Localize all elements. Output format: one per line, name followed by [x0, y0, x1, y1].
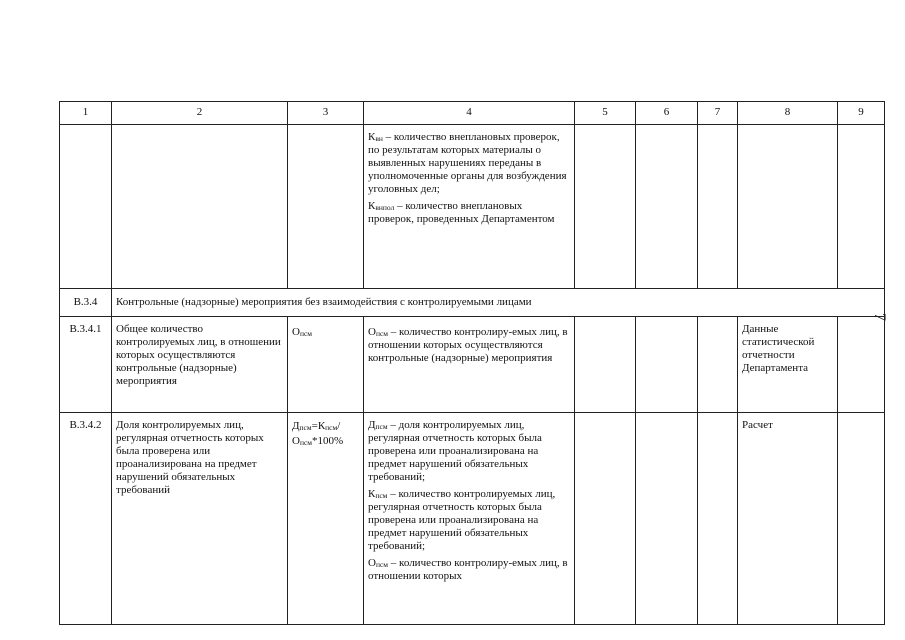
indicator-name: Доля контролируемых лиц, регулярная отчетность которых была проверена или проанализирована на предмет нарушений обязательных требований	[112, 413, 288, 625]
header-cell-5: 5	[575, 102, 636, 125]
symbol-k: К	[368, 488, 376, 500]
cell-empty	[838, 413, 885, 625]
cell-empty	[698, 413, 738, 625]
header-cell-8: 8	[738, 102, 838, 125]
description-text: – количество контролиру-емых лиц, в отношении которых	[368, 557, 568, 582]
symbol-subscript: внпол	[375, 203, 395, 212]
cell-empty	[60, 125, 112, 289]
description-paragraph-opsm	[368, 557, 570, 583]
header-cell-1: 1	[60, 102, 112, 125]
symbol-k: К	[368, 200, 376, 212]
formula-symbol: О	[292, 435, 300, 447]
symbol-subscript: псм	[375, 491, 388, 500]
description-cell	[364, 125, 575, 289]
data-source-cell: Расчет	[738, 413, 838, 625]
symbol-d: Д	[368, 419, 376, 431]
description-text: – количество контролируемых лиц, регулярная отчетность которых была проверена или проанализирована на предмет нарушений обязательных требований;	[368, 488, 556, 552]
cell-empty	[112, 125, 288, 289]
formula-operator: /	[337, 420, 341, 432]
formula-subscript: псм	[325, 423, 338, 432]
column-number-header-row	[60, 102, 885, 125]
header-cell-7: 7	[698, 102, 738, 125]
cell-empty	[698, 125, 738, 289]
cell-empty	[636, 413, 698, 625]
description-text: – количество внеплановых проверок, по результатам которых материалы о выявленных нарушениях переданы в уполномоченные органы для возбуждения уголовных дел;	[368, 131, 567, 195]
symbol-subscript: псм	[375, 560, 389, 569]
cell-empty	[575, 125, 636, 289]
symbol-k: К	[368, 131, 376, 143]
indicator-name: Общее количество контролируемых лиц, в отношении которых осуществляются контрольные (надзорные) мероприятия	[112, 317, 288, 413]
page-number: 7	[871, 313, 888, 321]
data-source-cell: Данные статистической отчетности Департамента	[738, 317, 838, 413]
description-cell	[364, 317, 575, 413]
table-row-continuation	[60, 125, 885, 289]
symbol-subscript: вн	[375, 134, 383, 143]
formula-symbol: О	[292, 326, 300, 338]
indicators-table	[59, 101, 885, 625]
formula-operator: *100%	[312, 435, 344, 447]
cell-empty	[288, 125, 364, 289]
description-paragraph-kvn	[368, 131, 570, 196]
description-paragraph-dpsm	[368, 419, 570, 484]
cell-empty	[838, 317, 885, 413]
symbol-subscript: псм	[375, 329, 389, 338]
table-row-indicator-341	[60, 317, 885, 413]
formula-symbol: Д	[292, 420, 300, 432]
indicator-code: В.3.4.1	[60, 317, 112, 413]
header-cell-6: 6	[636, 102, 698, 125]
description-paragraph-opsm	[368, 326, 570, 365]
description-paragraph-kpsm	[368, 488, 570, 553]
formula-operator: =К	[311, 420, 326, 432]
header-cell-2: 2	[112, 102, 288, 125]
indicator-code: В.3.4.2	[60, 413, 112, 625]
symbol-o: О	[368, 326, 376, 338]
symbol-subscript: псм	[375, 422, 388, 431]
symbol-o: О	[368, 557, 376, 569]
cell-empty	[575, 413, 636, 625]
description-text: – количество контролиру-емых лиц, в отношении которых осуществляются контрольные (надзорные) мероприятия	[368, 326, 568, 364]
cell-empty	[636, 125, 698, 289]
cell-empty	[698, 317, 738, 413]
cell-empty	[738, 125, 838, 289]
section-title: Контрольные (надзорные) мероприятия без взаимодействия с контролируемыми лицами	[112, 289, 885, 317]
description-text: – количество внеплановых проверок, проведенных Департаментом	[368, 200, 555, 225]
formula-cell	[288, 413, 364, 625]
section-code: В.3.4	[60, 289, 112, 317]
cell-empty	[636, 317, 698, 413]
description-text: – доля контролируемых лиц, регулярная отчетность которых была проверена или проанализирована на предмет нарушений обязательных требований;	[368, 419, 542, 483]
formula-cell	[288, 317, 364, 413]
header-cell-3: 3	[288, 102, 364, 125]
formula-subscript: псм	[299, 423, 312, 432]
cell-empty	[838, 125, 885, 289]
description-cell	[364, 413, 575, 625]
description-paragraph-kvnpol	[368, 200, 570, 226]
formula-subscript: псм	[299, 438, 313, 447]
formula-subscript: псм	[299, 329, 313, 338]
table-row-section	[60, 289, 885, 317]
header-cell-9: 9	[838, 102, 885, 125]
cell-empty	[575, 317, 636, 413]
table-row-indicator-342	[60, 413, 885, 625]
header-cell-4: 4	[364, 102, 575, 125]
